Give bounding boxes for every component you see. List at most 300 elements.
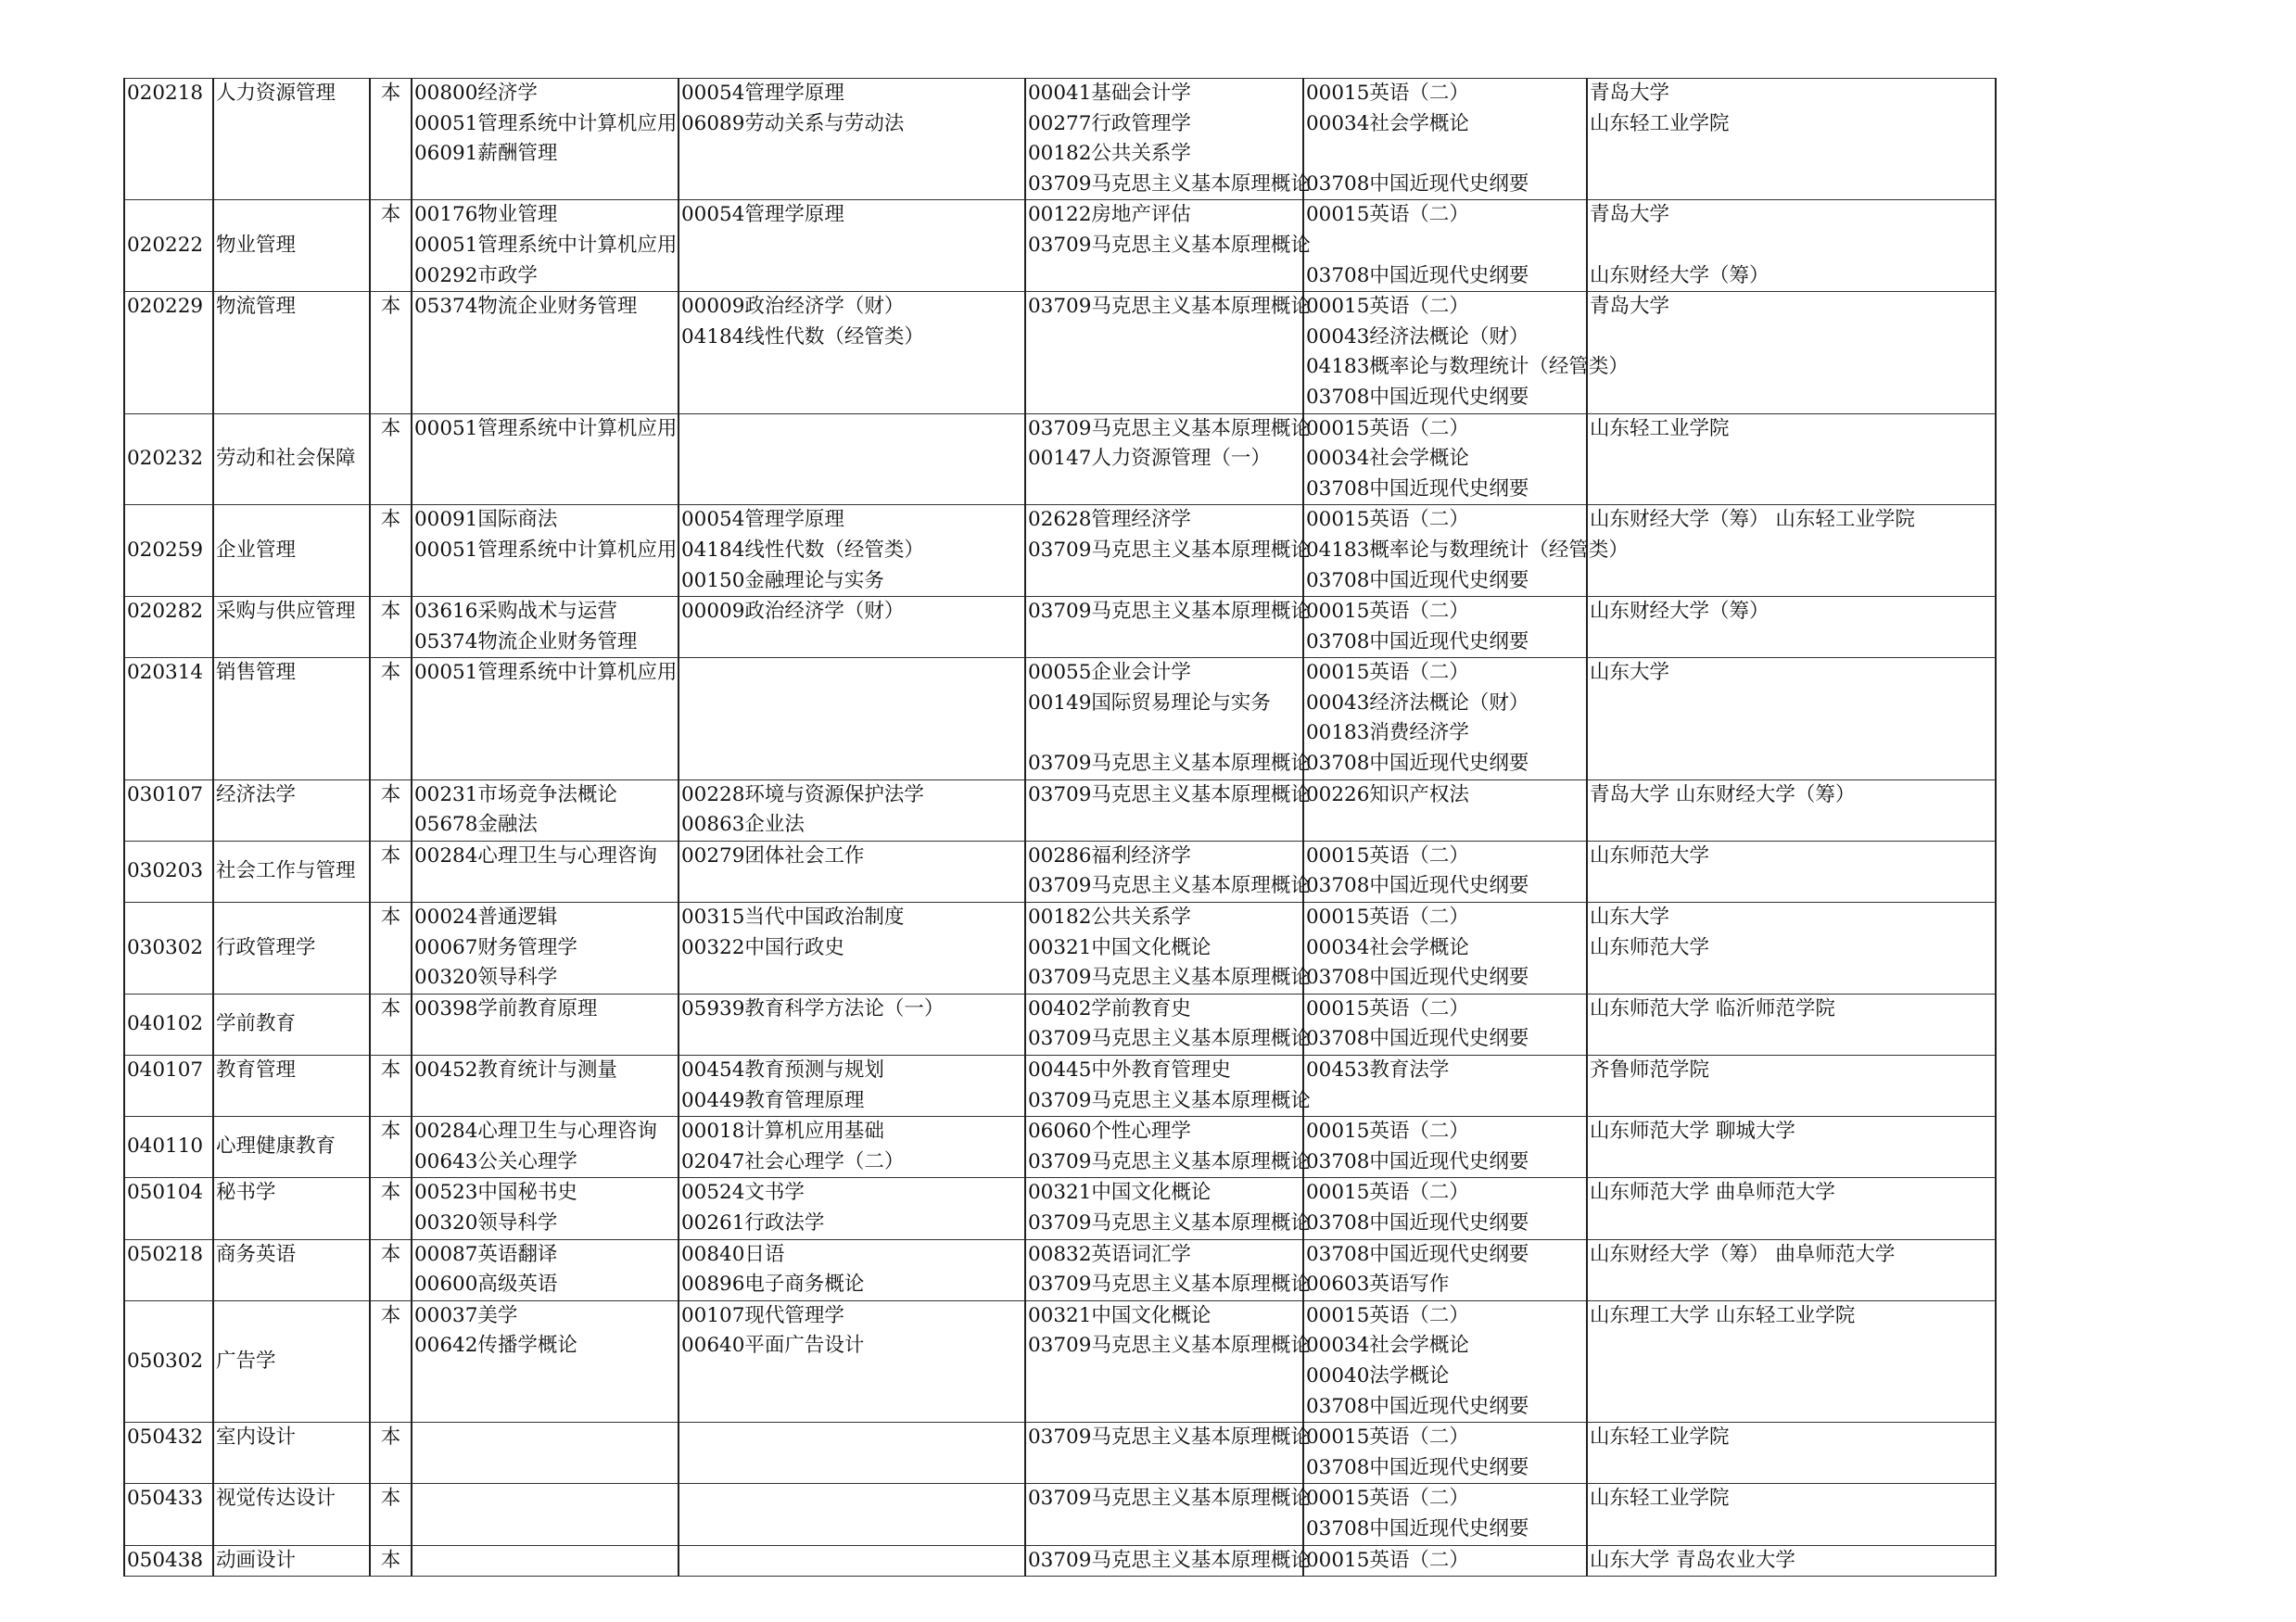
major-code-text: 020259 [127,538,204,562]
major-code [124,779,213,841]
course-item: 青岛大学 山东财经大学（筹） [1590,782,1856,806]
course-item: 03709马克思主义基本原理概论 [1028,1149,1311,1173]
degree-level [370,1300,412,1422]
host-universities [1587,79,1996,200]
course-item: 00640平面广告设计 [681,1334,865,1358]
major-name-text: 采购与供应管理 [216,600,356,624]
course-item: 00147人力资源管理（一） [1028,447,1271,471]
table-row [124,1178,1996,1239]
course-group-2 [679,505,1025,597]
course-item: 00015英语（二） [1306,661,1469,685]
table-row [124,413,1996,505]
course-group-2 [679,1178,1025,1239]
course-item: 山东理工大学 山东轻工业学院 [1590,1303,1856,1327]
major-name [213,79,370,200]
course-group-1 [412,597,679,658]
course-item: 青岛大学 [1590,295,1670,319]
course-item: 00642传播学概论 [414,1334,577,1358]
major-name [213,1178,370,1239]
course-item: 00051管理系统中计算机应用 [414,538,678,562]
course-item: 05374物流企业财务管理 [414,295,638,319]
course-group-4 [1303,200,1587,292]
table-row [124,505,1996,597]
major-name [213,994,370,1055]
course-item: 03708中国近现代史纲要 [1306,966,1529,990]
host-universities [1587,505,1996,597]
course-item: 03708中国近现代史纲要 [1306,263,1529,287]
major-code [124,1056,213,1117]
course-item: 03708中国近现代史纲要 [1306,874,1529,898]
table-row [124,841,1996,902]
course-item: 00896电子商务概论 [681,1273,865,1297]
table-row [124,1484,1996,1545]
course-item: 03708中国近现代史纲要 [1306,568,1529,592]
course-item: 山东师范大学 曲阜师范大学 [1590,1181,1835,1205]
table-row [124,903,1996,995]
course-group-1 [412,413,679,505]
course-item: 00452教育统计与测量 [414,1058,617,1082]
course-item: 03709马克思主义基本原理概论 [1028,874,1311,898]
course-group-3 [1025,658,1311,779]
table-row [124,79,1996,200]
course-item: 03708中国近现代史纲要 [1306,1242,1529,1266]
major-name [213,841,370,902]
major-name-text: 人力资源管理 [216,82,336,105]
course-item: 00182公共关系学 [1028,142,1191,166]
major-code-text: 040110 [127,1134,204,1159]
course-item: 00055企业会计学 [1028,661,1191,685]
table-row [124,1300,1996,1422]
degree-level-text: 本 [380,906,401,930]
course-item: 00315当代中国政治制度 [681,906,905,930]
table-row [124,658,1996,779]
course-group-1 [412,903,679,995]
course-item: 山东财经大学（筹） [1590,263,1770,287]
course-item: 00231市场竞争法概论 [414,782,617,806]
course-item: 00322中国行政史 [681,935,844,959]
course-item: 05374物流企业财务管理 [414,629,638,653]
degree-level-text: 本 [380,416,401,440]
course-item: 06060个性心理学 [1028,1120,1191,1144]
degree-level-text: 本 [380,1303,401,1327]
course-group-1 [412,1300,679,1422]
major-name [213,1056,370,1117]
course-group-2 [679,1056,1025,1117]
host-universities [1587,658,1996,779]
major-code-text: 050432 [127,1426,204,1450]
course-item: 00454教育预测与规划 [681,1058,884,1082]
course-group-3 [1025,413,1311,505]
course-item: 00015英语（二） [1306,1487,1469,1511]
major-name [213,658,370,779]
host-universities [1587,1484,1996,1545]
course-item: 03708中国近现代史纲要 [1306,1394,1529,1418]
course-item: 00321中国文化概论 [1028,1181,1211,1205]
course-item: 02047社会心理学（二） [681,1149,905,1173]
course-item: 山东大学 [1590,661,1670,685]
course-item: 山东师范大学 [1590,935,1710,959]
major-code [124,79,213,200]
table-row [124,1239,1996,1300]
course-item: 06091薪酬管理 [414,142,558,166]
course-group-2 [679,1484,1025,1545]
course-group-3 [1025,1545,1311,1577]
course-group-1 [412,1239,679,1300]
degree-level [370,1484,412,1545]
degree-level-text: 本 [380,1548,401,1572]
major-code-text: 020232 [127,447,204,471]
course-group-1 [412,779,679,841]
course-group-2 [679,292,1025,413]
course-group-2 [679,658,1025,779]
course-group-4 [1303,1300,1587,1422]
host-universities [1587,1423,1996,1484]
course-item: 03708中国近现代史纲要 [1306,476,1529,501]
course-group-2 [679,1423,1025,1484]
course-item: 00015英语（二） [1306,508,1469,532]
course-item: 03709马克思主义基本原理概论 [1028,1210,1311,1235]
course-group-4 [1303,841,1587,902]
course-item: 03709马克思主义基本原理概论 [1028,782,1311,806]
course-item: 00122房地产评估 [1028,203,1191,227]
course-item: 00009政治经济学（财） [681,600,905,624]
course-item: 03709马克思主义基本原理概论 [1028,538,1311,562]
course-item: 00037美学 [414,1303,518,1327]
course-item: 00034社会学概论 [1306,1334,1469,1358]
course-group-2 [679,200,1025,292]
major-name-text: 秘书学 [216,1181,276,1205]
course-item: 00277行政管理学 [1028,111,1191,135]
major-code [124,994,213,1055]
degree-level [370,505,412,597]
course-group-4 [1303,413,1587,505]
major-code-text: 050218 [127,1242,204,1266]
course-item: 00087英语翻译 [414,1242,558,1266]
course-item: 00034社会学概论 [1306,111,1469,135]
degree-level [370,1239,412,1300]
course-group-3 [1025,505,1311,597]
course-item: 00261行政法学 [681,1210,825,1235]
degree-level [370,994,412,1055]
course-item: 00182公共关系学 [1028,906,1191,930]
degree-level-text: 本 [380,508,401,532]
course-item: 00832英语词汇学 [1028,1242,1191,1266]
course-item: 03709马克思主义基本原理概论 [1028,752,1311,776]
course-group-2 [679,841,1025,902]
major-code [124,505,213,597]
course-item: 00018计算机应用基础 [681,1120,884,1144]
course-item: 00292市政学 [414,263,538,287]
host-universities [1587,292,1996,413]
course-item: 00015英语（二） [1306,82,1469,105]
course-item: 03709马克思主义基本原理概论 [1028,600,1311,624]
course-group-3 [1025,79,1311,200]
course-item: 00015英语（二） [1306,1120,1469,1144]
course-item: 03709马克思主义基本原理概论 [1028,416,1311,440]
course-group-1 [412,1545,679,1577]
course-item: 04183概率论与数理统计（经管类） [1306,355,1629,379]
course-item: 00320领导科学 [414,966,558,990]
course-group-3 [1025,841,1311,902]
major-code-text: 030203 [127,859,204,883]
course-item: 00015英语（二） [1306,1426,1469,1450]
course-item: 青岛大学 [1590,82,1670,105]
course-item: 04184线性代数（经管类） [681,324,924,348]
course-item: 00067财务管理学 [414,935,577,959]
course-group-4 [1303,79,1587,200]
degree-level [370,413,412,505]
course-item: 00015英语（二） [1306,600,1469,624]
course-item: 03709马克思主义基本原理概论 [1028,1548,1311,1572]
course-item: 00150金融理论与实务 [681,568,884,592]
course-item: 00015英语（二） [1306,1181,1469,1205]
course-item: 00279团体社会工作 [681,843,865,868]
course-group-2 [679,1545,1025,1577]
course-item: 山东师范大学 聊城大学 [1590,1120,1795,1144]
major-code-text: 050433 [127,1487,204,1511]
course-item: 00015英语（二） [1306,1303,1469,1327]
major-code [124,658,213,779]
degree-level-text: 本 [380,1426,401,1450]
course-item: 06089劳动关系与劳动法 [681,111,905,135]
course-item: 00228环境与资源保护法学 [681,782,924,806]
degree-level-text: 本 [380,295,401,319]
course-group-3 [1025,1300,1311,1422]
course-item: 山东轻工业学院 [1590,1487,1730,1511]
course-item: 03709马克思主义基本原理概论 [1028,1088,1311,1112]
course-group-1 [412,1056,679,1117]
course-item: 03709马克思主义基本原理概论 [1028,233,1311,257]
course-item: 02628管理经济学 [1028,508,1191,532]
course-item: 00015英语（二） [1306,843,1469,868]
major-code [124,1300,213,1422]
host-universities [1587,413,1996,505]
course-group-4 [1303,1178,1587,1239]
major-name-text: 广告学 [216,1349,276,1373]
major-name [213,413,370,505]
course-item: 00040法学概论 [1306,1363,1450,1388]
course-item: 齐鲁师范学院 [1590,1058,1710,1082]
host-universities [1587,1178,1996,1239]
course-item: 04184线性代数（经管类） [681,538,924,562]
course-item: 05939教育科学方法论（一） [681,996,945,1020]
course-item: 03708中国近现代史纲要 [1306,385,1529,409]
course-item: 山东财经大学（筹） 山东轻工业学院 [1590,508,1915,532]
host-universities [1587,1239,1996,1300]
course-group-4 [1303,597,1587,658]
degree-level-text: 本 [380,1242,401,1266]
course-group-1 [412,1484,679,1545]
course-item: 00398学前教育原理 [414,996,598,1020]
exam-schedule-table [123,78,1997,1577]
major-name-text: 劳动和社会保障 [216,447,356,471]
course-item: 03709马克思主义基本原理概论 [1028,171,1311,196]
course-item: 山东师范大学 临沂师范学院 [1590,996,1835,1020]
major-name [213,505,370,597]
course-group-4 [1303,1545,1587,1577]
course-group-2 [679,994,1025,1055]
course-item: 00015英语（二） [1306,295,1469,319]
degree-level [370,903,412,995]
major-name [213,292,370,413]
degree-level-text: 本 [380,1181,401,1205]
course-item: 03616采购战术与运营 [414,600,617,624]
major-name [213,1423,370,1484]
course-item: 03709马克思主义基本原理概论 [1028,966,1311,990]
course-item: 03708中国近现代史纲要 [1306,1210,1529,1235]
course-group-4 [1303,1056,1587,1117]
course-item: 03708中国近现代史纲要 [1306,1149,1529,1173]
major-name-text: 企业管理 [216,538,297,562]
major-name-text: 学前教育 [216,1012,297,1036]
course-item: 00054管理学原理 [681,203,844,227]
course-item: 03709马克思主义基本原理概论 [1028,1426,1311,1450]
course-item: 00445中外教育管理史 [1028,1058,1231,1082]
major-name [213,903,370,995]
course-item: 03708中国近现代史纲要 [1306,1455,1529,1479]
course-item: 00603英语写作 [1306,1273,1450,1297]
course-item: 00284心理卫生与心理咨询 [414,843,657,868]
course-item: 03708中国近现代史纲要 [1306,629,1529,653]
degree-level [370,1056,412,1117]
host-universities [1587,903,1996,995]
course-group-2 [679,79,1025,200]
course-group-3 [1025,200,1311,292]
major-code-text: 030302 [127,935,204,959]
table-row [124,200,1996,292]
course-group-1 [412,505,679,597]
course-group-4 [1303,1484,1587,1545]
degree-level [370,658,412,779]
course-item: 00034社会学概论 [1306,935,1469,959]
degree-level-text: 本 [380,600,401,624]
course-item: 山东轻工业学院 [1590,111,1730,135]
major-code [124,1545,213,1577]
course-item: 00024普通逻辑 [414,906,558,930]
major-code-text: 020314 [127,661,204,685]
course-item: 00041基础会计学 [1028,82,1191,105]
course-item: 00054管理学原理 [681,82,844,105]
major-name-text: 行政管理学 [216,935,316,959]
degree-level [370,1117,412,1178]
course-group-3 [1025,1239,1311,1300]
course-group-3 [1025,292,1311,413]
course-group-1 [412,841,679,902]
course-group-4 [1303,1423,1587,1484]
major-name [213,1484,370,1545]
course-item: 00091国际商法 [414,508,558,532]
course-group-1 [412,79,679,200]
degree-level-text: 本 [380,843,401,868]
course-item: 00800经济学 [414,82,538,105]
course-group-1 [412,1178,679,1239]
course-group-2 [679,1239,1025,1300]
course-item: 03709马克思主义基本原理概论 [1028,1487,1311,1511]
course-item: 00015英语（二） [1306,996,1469,1020]
course-item: 山东财经大学（筹） [1590,600,1770,624]
course-group-1 [412,200,679,292]
course-group-4 [1303,505,1629,597]
course-item: 00176物业管理 [414,203,558,227]
major-name [213,597,370,658]
course-item: 00840日语 [681,1242,785,1266]
host-universities [1587,1056,1996,1117]
major-code-text: 020222 [127,233,204,257]
degree-level [370,1423,412,1484]
course-group-1 [412,658,679,779]
course-item: 00453教育法学 [1306,1058,1450,1082]
course-item: 00051管理系统中计算机应用 [414,661,678,685]
host-universities [1587,1545,1996,1577]
table-body [124,79,1996,1577]
major-name [213,1239,370,1300]
degree-level-text: 本 [380,203,401,227]
major-name-text: 教育管理 [216,1058,297,1082]
course-group-3 [1025,1117,1311,1178]
course-group-4 [1303,1117,1587,1178]
degree-level-text: 本 [380,996,401,1020]
course-item: 05678金融法 [414,813,538,837]
course-group-1 [412,292,679,413]
major-code-text: 030107 [127,782,204,806]
course-item: 00524文书学 [681,1181,805,1205]
major-code-text: 050302 [127,1349,204,1373]
degree-level-text: 本 [380,782,401,806]
host-universities [1587,200,1996,292]
major-code-text: 020229 [127,295,204,319]
major-code [124,1423,213,1484]
course-item: 03709马克思主义基本原理概论 [1028,1027,1311,1051]
course-group-3 [1025,779,1311,841]
course-item: 03708中国近现代史纲要 [1306,171,1529,196]
course-item: 00051管理系统中计算机应用 [414,233,678,257]
course-group-4 [1303,994,1587,1055]
degree-level [370,200,412,292]
major-name-text: 经济法学 [216,782,297,806]
course-group-4 [1303,658,1587,779]
degree-level [370,292,412,413]
course-item: 00643公关心理学 [414,1149,577,1173]
course-item [1306,231,1584,261]
degree-level-text: 本 [380,1487,401,1511]
course-item: 山东财经大学（筹） 曲阜师范大学 [1590,1242,1896,1266]
major-name [213,200,370,292]
degree-level [370,779,412,841]
major-code-text: 050104 [127,1181,204,1205]
course-item: 00015英语（二） [1306,203,1469,227]
course-item: 青岛大学 [1590,203,1670,227]
course-group-3 [1025,994,1311,1055]
major-code [124,1178,213,1239]
degree-level [370,1545,412,1577]
course-item [1028,718,1300,749]
course-item: 00043经济法概论（财） [1306,324,1529,348]
course-item: 00449教育管理原理 [681,1088,865,1112]
major-name-text: 视觉传达设计 [216,1487,336,1511]
course-item: 00523中国秘书史 [414,1181,577,1205]
major-code [124,903,213,995]
major-name-text: 物流管理 [216,295,297,319]
course-item: 00015英语（二） [1306,416,1469,440]
course-item: 00226知识产权法 [1306,782,1469,806]
course-item: 00009政治经济学（财） [681,295,905,319]
major-code-text: 040102 [127,1012,204,1036]
host-universities [1587,779,1996,841]
major-code-text: 020218 [127,82,204,105]
course-group-3 [1025,1484,1311,1545]
course-group-2 [679,779,1025,841]
course-group-2 [679,1117,1025,1178]
